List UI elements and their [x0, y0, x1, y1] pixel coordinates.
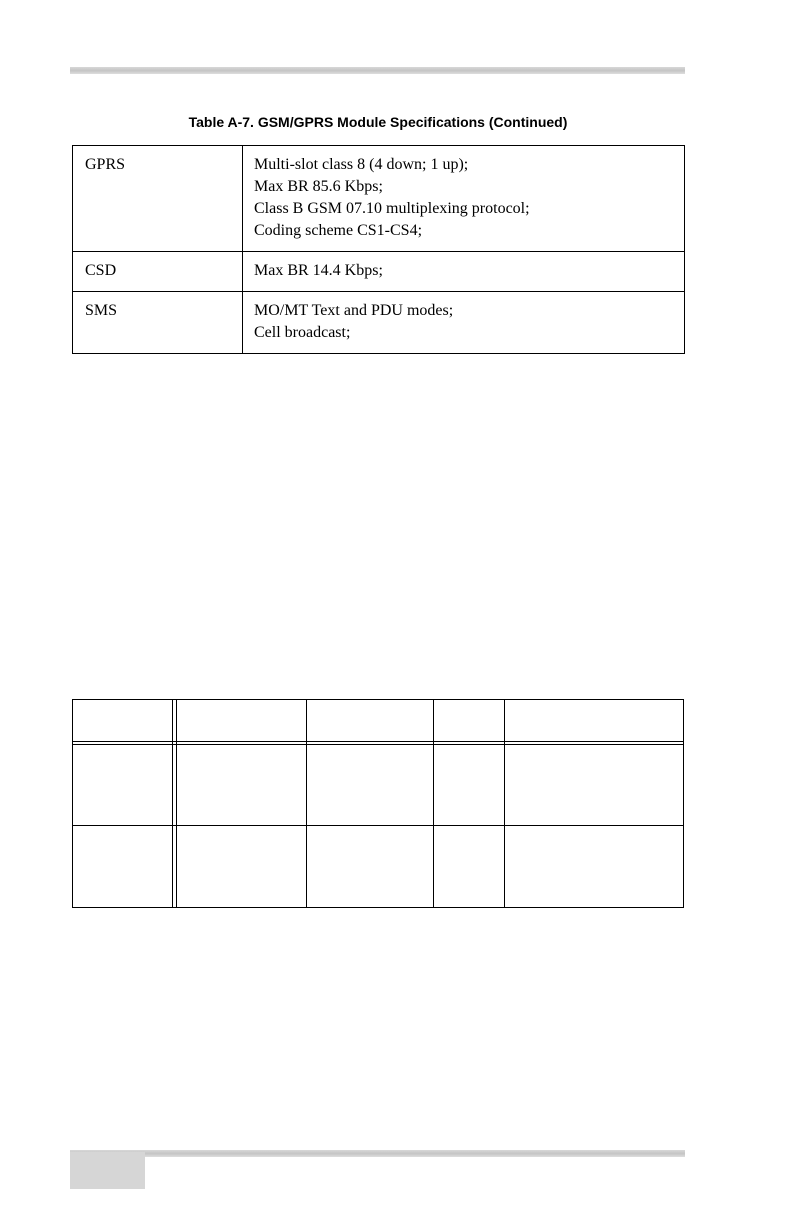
grid-line — [176, 700, 177, 907]
grid-line — [433, 700, 434, 907]
value-line: Max BR 14.4 Kbps; — [254, 262, 383, 279]
spec-table — [72, 145, 685, 354]
header-rule — [70, 67, 685, 74]
page-number-tab — [70, 1152, 145, 1189]
value-line: Class B GSM 07.10 multiplexing protocol; — [254, 200, 530, 217]
row-label: SMS — [73, 292, 243, 354]
row-value — [243, 252, 685, 292]
grid-line — [73, 744, 683, 745]
row-label: GPRS — [73, 146, 243, 252]
value-line: Coding scheme CS1-CS4; — [254, 222, 423, 239]
value-line: MO/MT Text and PDU modes; — [254, 302, 454, 319]
table-row — [73, 252, 685, 292]
row-value — [243, 292, 685, 354]
value-line: Cell broadcast; — [254, 324, 351, 341]
table-row — [73, 146, 685, 252]
blank-table-grid — [72, 699, 684, 908]
table-row — [73, 292, 685, 354]
value-line: Max BR 85.6 Kbps; — [254, 178, 383, 195]
grid-line — [73, 825, 683, 826]
grid-line — [504, 700, 505, 907]
footer-rule — [70, 1150, 685, 1157]
grid-line — [73, 741, 683, 742]
grid-line — [172, 700, 173, 907]
value-line: Multi-slot class 8 (4 down; 1 up); — [254, 156, 469, 173]
grid-line — [306, 700, 307, 907]
table-caption: Table A-7. GSM/GPRS Module Specifications (Continued) — [188, 114, 568, 130]
row-label: CSD — [73, 252, 243, 292]
row-value — [243, 146, 685, 252]
